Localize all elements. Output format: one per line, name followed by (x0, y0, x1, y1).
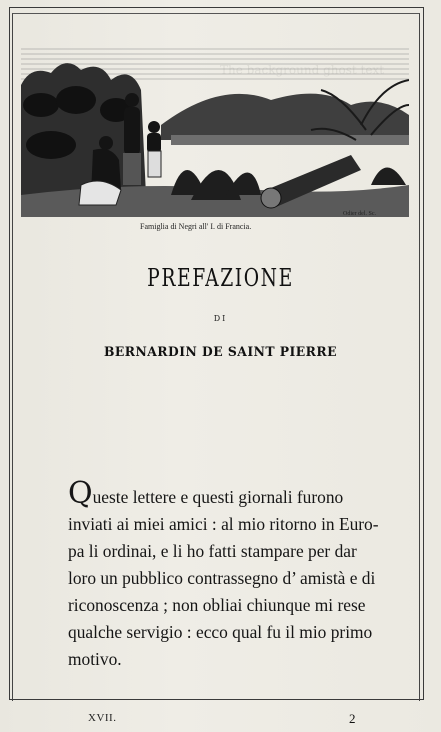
title-connector: DI (213, 314, 228, 323)
page-number: 2 (349, 711, 356, 726)
text-line: motivo. (68, 649, 122, 669)
drop-capital: Q (68, 476, 93, 511)
page-title: PREFAZIONE (147, 264, 294, 292)
signature-mark: XVII. (88, 712, 117, 724)
bleed-through-text: The background ghost text (220, 63, 385, 77)
text-line: riconoscenza ; non obliai chiunque mi rese (68, 595, 366, 615)
text-line: qualche servigio : ecco qual fu il mio primo (68, 622, 373, 642)
preface-paragraph (68, 476, 413, 673)
text-line: pa li ordinai, e li ho fatti stampare per dar (68, 541, 357, 561)
svg-text:Odier del. Sc.: Odier del. Sc. (343, 211, 376, 217)
text-line: loro un pubblico contrassegno d’ amistà e di (68, 568, 376, 588)
illustration-caption: Famiglia di Negri all' I. di Francia. (140, 222, 252, 231)
author-name: BERNARDIN DE SAINT PIERRE (103, 345, 338, 360)
text-line: Queste lettere e questi giornali furono (68, 476, 344, 511)
engraving-illustration (21, 45, 409, 217)
text-line: inviati ai miei amici : al mio ritorno in Euro- (68, 514, 379, 534)
